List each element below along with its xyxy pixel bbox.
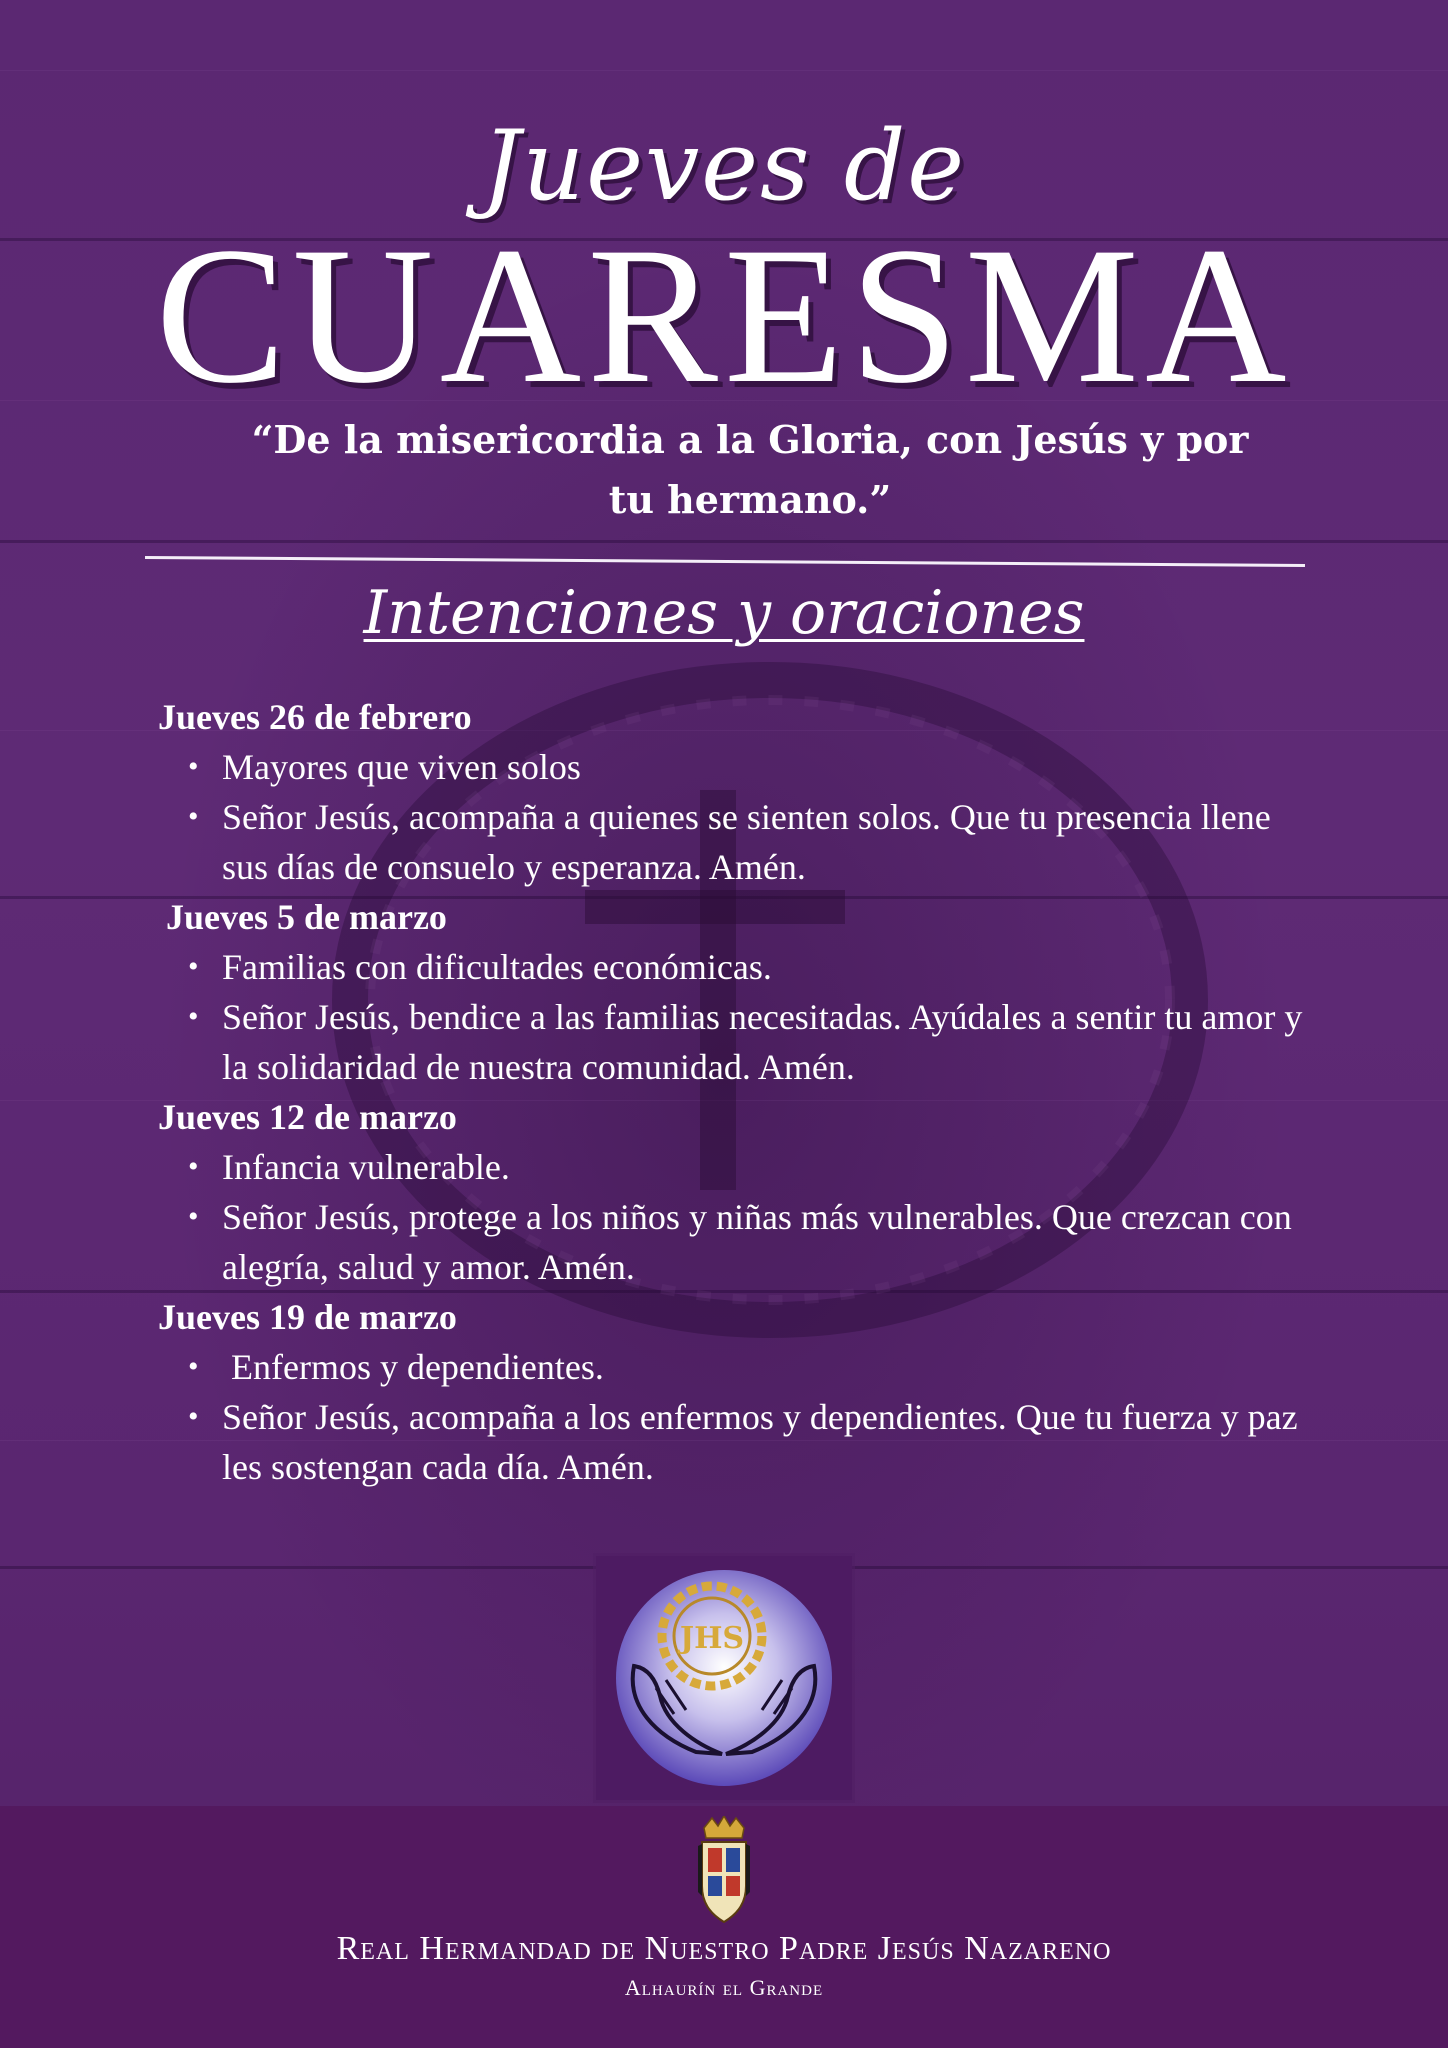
bullet-icon: • xyxy=(188,1350,199,1383)
main-title: CUARESMA xyxy=(155,207,1293,424)
day-date: Jueves 19 de marzo xyxy=(158,1297,457,1337)
intention-text: Mayores que viven solos xyxy=(222,747,581,787)
intention-item xyxy=(188,1142,1308,1192)
day-date: Jueves 5 de marzo xyxy=(166,897,447,937)
bullet-icon: • xyxy=(188,1000,199,1033)
day-items xyxy=(158,1142,1308,1292)
intention-item xyxy=(188,742,1308,792)
jhs-hands-emblem-icon xyxy=(596,1556,852,1800)
prayer-text: Señor Jesús, acompaña a quienes se sienten solos. Que tu presencia llene sus días de consuelo y esperanza. Amén. xyxy=(222,797,1271,887)
motto: “De la misericordia a la Gloria, con Jesús y por tu hermano.” xyxy=(251,417,1249,522)
coat-of-arms-icon xyxy=(694,1816,754,1926)
day-items xyxy=(158,742,1308,892)
intention-text: Familias con dificultades económicas. xyxy=(222,947,772,987)
day-block xyxy=(158,692,1308,892)
day-items xyxy=(158,1342,1308,1492)
day-block xyxy=(158,1092,1308,1292)
prayer-text: Señor Jesús, protege a los niños y niñas más vulnerables. Que crezcan con alegría, salud y amor. Amén. xyxy=(222,1197,1292,1287)
script-title: Jueves de xyxy=(481,110,967,222)
bullet-icon: • xyxy=(188,1200,199,1233)
intention-text: Enfermos y dependientes. xyxy=(231,1347,604,1387)
bullet-icon: • xyxy=(188,800,199,833)
monogram: JHS xyxy=(679,1621,745,1656)
prayer-item xyxy=(188,792,1308,892)
day-block xyxy=(158,892,1308,1092)
prayer-text: Señor Jesús, bendice a las familias necesitadas. Ayúdales a sentir tu amor y la solidaridad de nuestra comunidad. Amén. xyxy=(222,997,1303,1087)
bullet-icon: • xyxy=(188,1400,199,1433)
intention-item xyxy=(188,942,1308,992)
prayer-item xyxy=(188,992,1308,1092)
prayer-text: Señor Jesús, acompaña a los enfermos y dependientes. Que tu fuerza y paz les sostengan cada día. Amén. xyxy=(222,1397,1298,1487)
prayer-item xyxy=(188,1392,1308,1492)
intentions-list xyxy=(158,692,1308,1492)
organization-name: Real Hermandad de Nuestro Padre Jesús Nazareno xyxy=(336,1930,1112,1967)
day-date: Jueves 12 de marzo xyxy=(158,1097,457,1137)
intention-item xyxy=(188,1342,1308,1392)
day-items xyxy=(158,942,1308,1092)
section-title: Intenciones y oraciones xyxy=(363,578,1085,648)
prayer-item xyxy=(188,1192,1308,1292)
bullet-icon: • xyxy=(188,1150,199,1183)
emblem xyxy=(596,1556,852,1800)
bullet-icon: • xyxy=(188,950,199,983)
day-block xyxy=(158,1292,1308,1492)
bullet-icon: • xyxy=(188,750,199,783)
town-name: Alhaurín el Grande xyxy=(624,1975,824,2000)
day-date: Jueves 26 de febrero xyxy=(158,697,472,737)
intention-text: Infancia vulnerable. xyxy=(222,1147,510,1187)
